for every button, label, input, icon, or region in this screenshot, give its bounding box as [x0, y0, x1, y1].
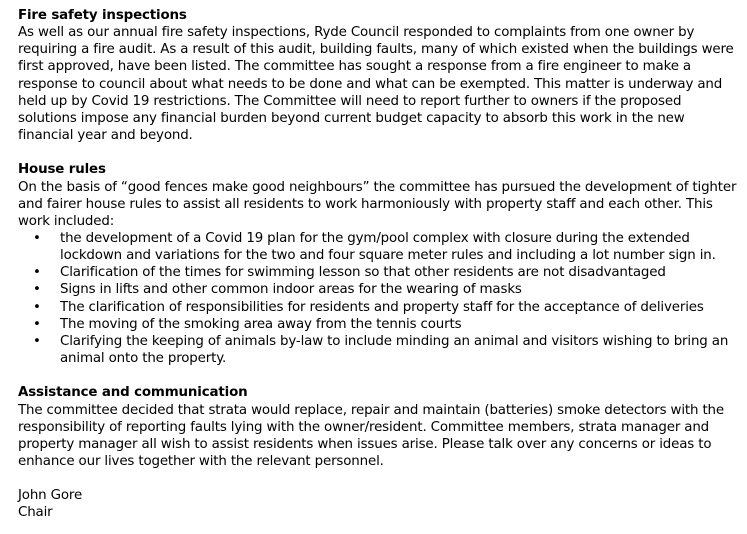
assistance-section — [18, 384, 740, 470]
list-item-text: Clarification of the times for swimming lesson so that other residents are not disadvantaged — [60, 265, 666, 281]
fire-safety-paragraph: As well as our annual fire safety inspections, Ryde Council responded to complaints from one owner by requiring a fire audit. As a result of this audit, building faults, many of which existed when the buildings were first approved, have been listed. The committee has sought a response from a fire engineer to make a response to council about what needs to be done and what can be exempted. This matter is underway and held up by Covid 19 restrictions. The Committee will need to report further to owners if the proposed solutions impose any financial burden beyond current budget capacity to absorb this work in the new financial year and beyond. — [18, 25, 734, 144]
list-item-text: Signs in lifts and other common indoor areas for the wearing of masks — [60, 282, 522, 298]
section-spacer — [18, 470, 740, 487]
list-item-text: The clarification of responsibilities for residents and property staff for the acceptance of deliveries — [60, 299, 704, 315]
list-item — [18, 299, 740, 316]
list-item — [18, 264, 740, 281]
list-item — [18, 230, 740, 264]
house-rules-heading: House rules — [18, 162, 106, 178]
list-item — [18, 333, 740, 367]
house-rules-section — [18, 161, 740, 367]
bullet-icon: • — [33, 299, 41, 315]
list-item-text: the development of a Covid 19 plan for the gym/pool complex with closure during the extended lockdown and variations for the two and four square meter rules and including a lot number sign in. — [60, 231, 716, 264]
assistance-paragraph: The committee decided that strata would replace, repair and maintain (batteries) smoke detectors with the responsibility of reporting faults lying with the owner/resident. Committee members, strata manager and property manager all wish to assist residents when issues arise. Please talk over any concerns or ideas to enhance our lives together with the relevant personnel. — [18, 402, 724, 470]
assistance-heading: Assistance and communication — [18, 385, 248, 401]
list-item — [18, 281, 740, 298]
bullet-icon: • — [33, 282, 41, 298]
list-item-text: The moving of the smoking area away from the tennis courts — [60, 316, 462, 332]
house-rules-list — [18, 230, 740, 367]
house-rules-paragraph: On the basis of “good fences make good neighbours” the committee has pursued the development of tighter and fairer house rules to assist all residents to work harmoniously with property staff and each other. This work included: — [18, 179, 737, 229]
bullet-icon: • — [33, 265, 41, 281]
section-spacer — [18, 367, 740, 384]
bullet-icon: • — [33, 316, 41, 332]
document-page — [18, 7, 740, 522]
fire-safety-heading: Fire safety inspections — [18, 8, 187, 23]
fire-safety-section — [18, 7, 740, 144]
bullet-icon: • — [33, 333, 41, 349]
bullet-icon: • — [33, 231, 41, 247]
signature-block — [18, 487, 740, 521]
section-spacer — [18, 144, 740, 161]
signatory-title: Chair — [18, 505, 53, 521]
signatory-name: John Gore — [18, 488, 83, 504]
list-item-text: Clarifying the keeping of animals by-law to include minding an animal and visitors wishing to bring an animal onto the property. — [60, 333, 729, 367]
list-item — [18, 316, 740, 333]
